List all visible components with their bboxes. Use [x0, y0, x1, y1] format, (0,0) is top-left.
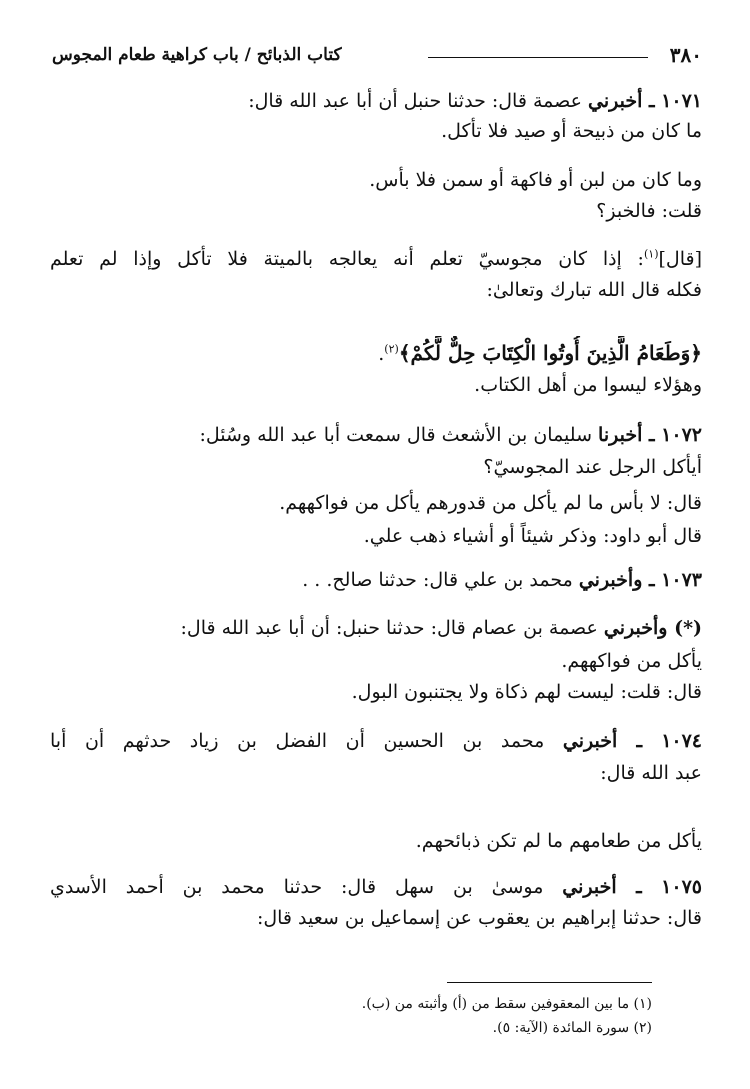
hadith-1072-heading: [50, 420, 702, 450]
narration-keyword: وأخبرني: [578, 569, 643, 591]
footnote-2: (٢) سورة المائدة (الآية: ٥).: [492, 1020, 652, 1036]
hadith-1074-heading: [50, 726, 702, 756]
text-line: وما كان من لبن أو فاكهة أو سمن فلا بأس.: [369, 169, 702, 191]
running-header: [52, 40, 702, 74]
text-line: ما كان من ذبيحة أو صيد فلا تأكل.: [441, 120, 702, 142]
hadith-number: ١٠٧٥ ـ: [616, 876, 702, 898]
text-line: يأكل من فواكههم.: [561, 650, 702, 672]
isnad-text: محمد بن علي قال: حدثنا صالح. . .: [302, 569, 579, 591]
isnad-text: عصمة قال: حدثنا حنبل أن أبا عبد الله قال:: [248, 90, 588, 112]
text-line: يأكل من طعامهم ما لم تكن ذبائحهم.: [415, 830, 702, 852]
footnote-1: (١) ما بين المعقوفين سقط من (أ) وأثبته من (ب).: [361, 996, 652, 1012]
footnote-rule: [447, 982, 652, 983]
bracket-insertion: [قال]: [658, 248, 702, 270]
chapter-title: كتاب الذبائح / باب كراهية طعام المجوس: [52, 45, 342, 65]
hadith-number: ١٠٧٤ ـ: [617, 730, 702, 752]
footnote-ref: (١): [643, 247, 659, 261]
hadith-1075-heading: [50, 872, 702, 902]
narration-keyword: أخبرني: [588, 90, 643, 112]
isnad-text: عصمة بن عصام قال: حدثنا حنبل: أن أبا عبد الله قال:: [180, 617, 604, 639]
text-line: وهؤلاء ليسوا من أهل الكتاب.: [474, 374, 702, 396]
isnad-text: محمد بن الحسين أن الفضل بن زياد حدثهم أن أبا: [50, 730, 563, 752]
isnad-text: موسىٰ بن سهل قال: حدثنا محمد بن أحمد الأسدي: [50, 876, 563, 898]
page-number: ٣٨٠: [669, 43, 702, 67]
text-line: فكله قال الله تبارك وتعالىٰ:: [486, 279, 702, 301]
hadith-number: ١٠٧٣ ـ: [642, 569, 702, 591]
star-narration-heading: [50, 613, 702, 643]
text-line: قلت: فالخبز؟: [596, 200, 702, 222]
narration-keyword: وأخبرني: [603, 617, 668, 639]
text-line: قال: لا بأس ما لم يأكل من قدورهم يأكل من فواكههم.: [279, 492, 702, 514]
star-marker: (*): [667, 617, 702, 639]
hadith-1073-heading: [50, 565, 702, 595]
narration-keyword: أخبرني: [562, 730, 618, 752]
hadith-number: ١٠٧١ ـ: [642, 90, 702, 112]
hadith-1071-heading: [50, 86, 702, 116]
text-line: قال: قلت: ليست لهم ذكاة ولا يجتنبون البول.: [351, 681, 702, 703]
footnote-ref: (٢): [384, 342, 399, 356]
text-line: أيأكل الرجل عند المجوسيّ؟: [483, 456, 702, 478]
hadith-number: ١٠٧٢ ـ: [642, 424, 702, 446]
isnad-text: سليمان بن الأشعث قال سمعت أبا عبد الله وسُئل:: [199, 424, 599, 446]
text-line: [قال]$^{(١)}$: إذا كان مجوسيّ تعلم أنه يعالجه بالميتة فلا تأكل وإذا لم تعلم: [50, 247, 702, 270]
narration-keyword: أخبرني: [562, 876, 617, 898]
verse-text: ﴿وَطَعَامُ الَّذِينَ أُوتُوا الْكِتَابَ حِلٌّ لَّكُمْ﴾: [398, 341, 702, 365]
quran-verse: ﴿وَطَعَامُ الَّذِينَ أُوتُوا الْكِتَابَ حِلٌّ لَّكُمْ﴾$^{(٢)}$.: [378, 341, 702, 365]
text-line: عبد الله قال:: [600, 762, 702, 784]
header-rule: [428, 57, 648, 58]
narration-keyword: أخبرنا: [598, 424, 643, 446]
text-line: قال أبو داود: وذكر شيئاً أو أشياء ذهب علي.: [363, 525, 702, 547]
text-line: قال: حدثنا إبراهيم بن يعقوب عن إسماعيل بن سعيد قال:: [256, 907, 702, 929]
